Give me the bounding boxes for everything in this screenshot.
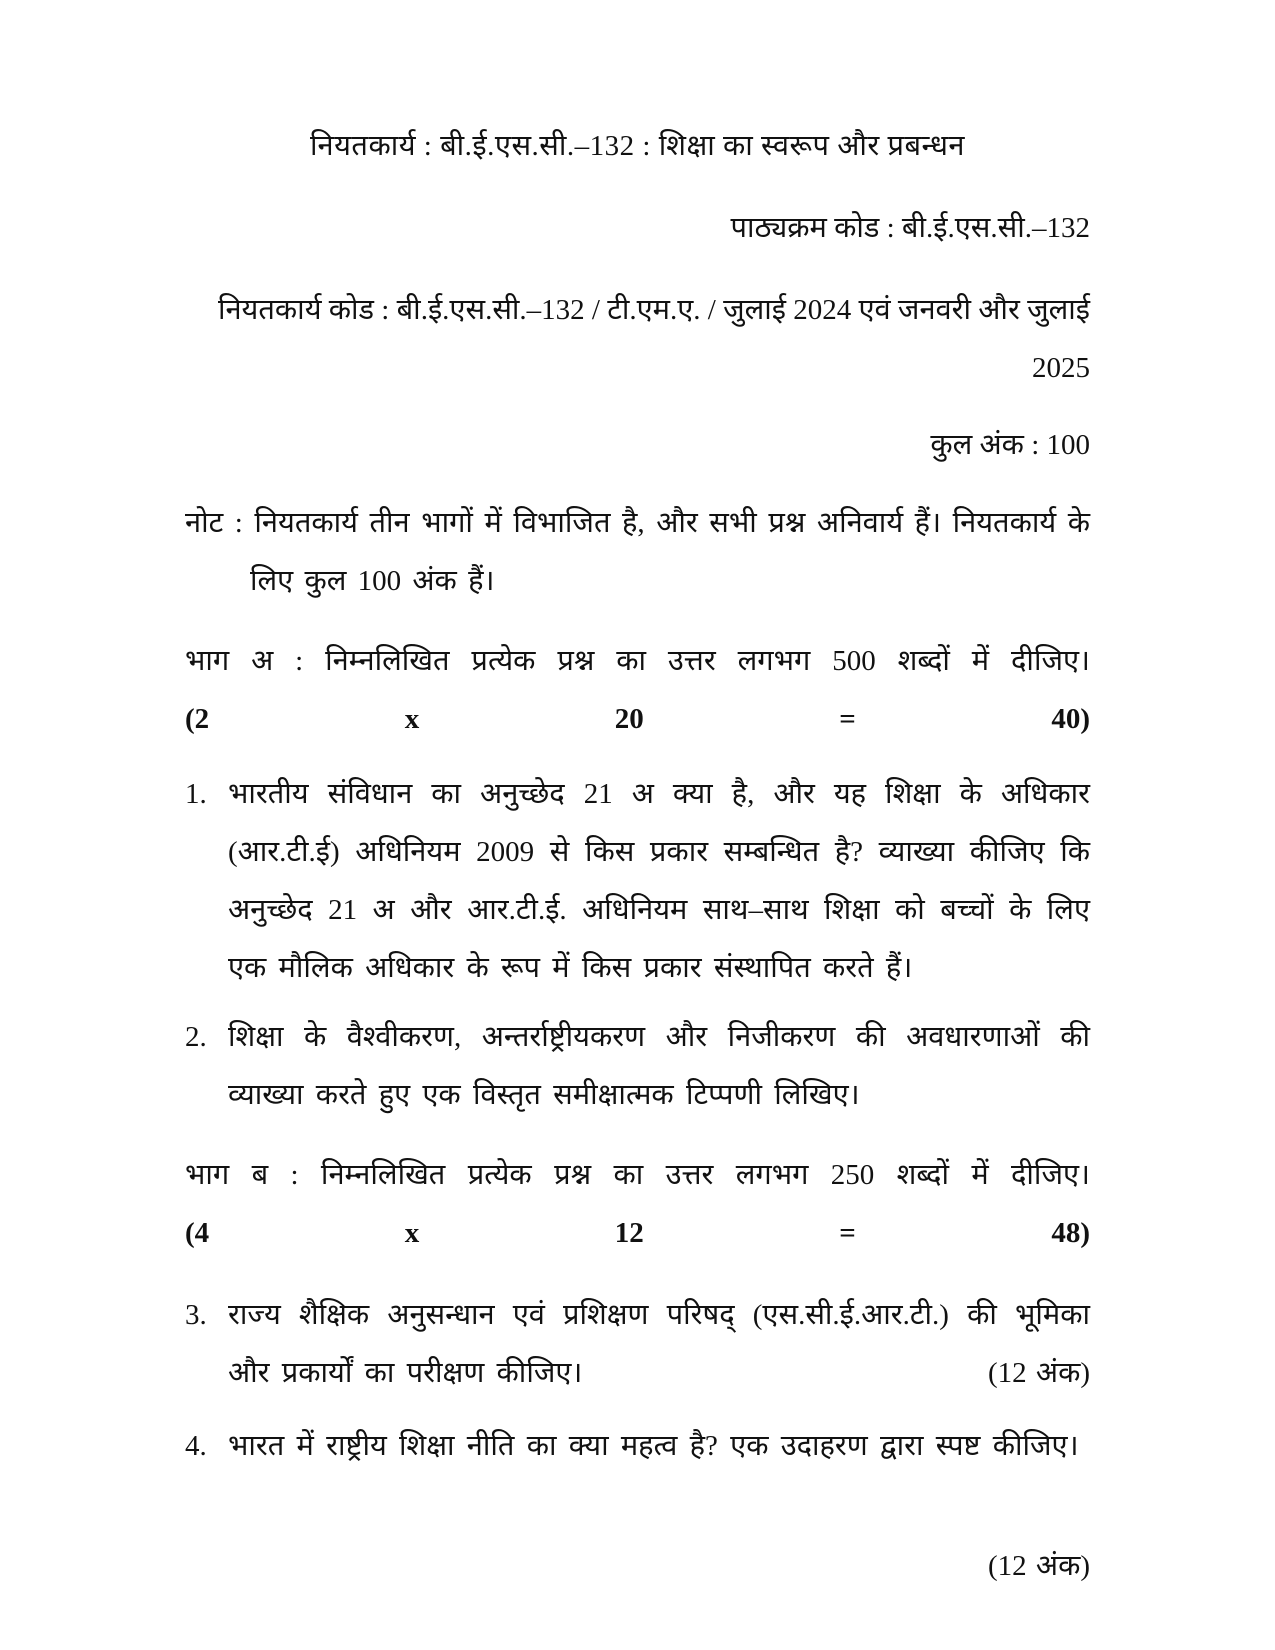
section-b-heading-text: भाग ब : निम्नलिखित प्रत्येक प्रश्न का उत्तर लगभग 250 शब्दों में दीजिए।	[185, 1159, 1090, 1191]
section-a-marks-formula: (2 x 20 = 40)	[185, 703, 1090, 735]
question-text-wrap	[228, 1286, 1090, 1402]
question-item-2	[185, 1008, 1090, 1124]
question-4-marks: (12 अंक)	[988, 1550, 1090, 1582]
question-marks: (12 अंक)	[988, 1357, 1090, 1389]
page-title: नियतकार्य : बी.ई.एस.सी.–132 : शिक्षा का स्वरूप और प्रबन्धन	[309, 130, 966, 162]
note-label: नोट :	[185, 507, 243, 539]
question-number: 2.	[185, 1021, 207, 1053]
course-code-line: पाठ्यक्रम कोड : बी.ई.एस.सी.–132	[730, 212, 1090, 244]
question-item-4	[185, 1417, 1090, 1475]
section-a-heading	[185, 632, 1090, 748]
question-text: भारतीय संविधान का अनुच्छेद 21 अ क्या है, और यह शिक्षा के अधिकार (आर.टी.ई) अधिनियम 2009 से किस प्रकार सम्बन्धित है? व्याख्या कीजिए कि अनुच्छेद 21 अ और आर.टी.ई. अधिनियम साथ–साथ शिक्षा को बच्चों के लिए एक मौलिक अधिकार के रूप में किस प्रकार संस्थापित करते हैं।	[228, 778, 1090, 984]
question-item-3	[185, 1286, 1090, 1402]
section-a-heading-text: भाग अ : निम्नलिखित प्रत्येक प्रश्न का उत्तर लगभग 500 शब्दों में दीजिए।	[185, 645, 1090, 677]
assignment-code-line: नियतकार्य कोड : बी.ई.एस.सी.–132 / टी.एम.ए. / जुलाई 2024 एवं जनवरी और जुलाई 2025	[217, 294, 1090, 384]
note-text: नियतकार्य तीन भागों में विभाजित है, और सभी प्रश्न अनिवार्य हैं। नियतकार्य के लिए कुल 100 अंक हैं।	[250, 507, 1091, 597]
section-b-heading	[185, 1146, 1090, 1262]
question-number: 4.	[185, 1430, 207, 1462]
question-text: राज्य शैक्षिक अनुसन्धान एवं प्रशिक्षण परिषद् (एस.सी.ई.आर.टी.) की भूमिका और प्रकार्यों का परीक्षण कीजिए।	[228, 1299, 1090, 1389]
question-number: 3.	[185, 1299, 207, 1331]
total-marks-line: कुल अंक : 100	[930, 429, 1090, 461]
section-b-marks-formula: (4 x 12 = 48)	[185, 1217, 1090, 1249]
question-number: 1.	[185, 778, 207, 810]
question-text: शिक्षा के वैश्वीकरण, अन्तर्राष्ट्रीयकरण और निजीकरण की अवधारणाओं की व्याख्या करते हुए एक विस्तृत समीक्षात्मक टिप्पणी लिखिए।	[228, 1021, 1090, 1111]
question-text: भारत में राष्ट्रीय शिक्षा नीति का क्या महत्व है? एक उदाहरण द्वारा स्पष्ट कीजिए।	[228, 1430, 1079, 1462]
question-item-1	[185, 765, 1090, 997]
note-paragraph	[185, 494, 1090, 610]
